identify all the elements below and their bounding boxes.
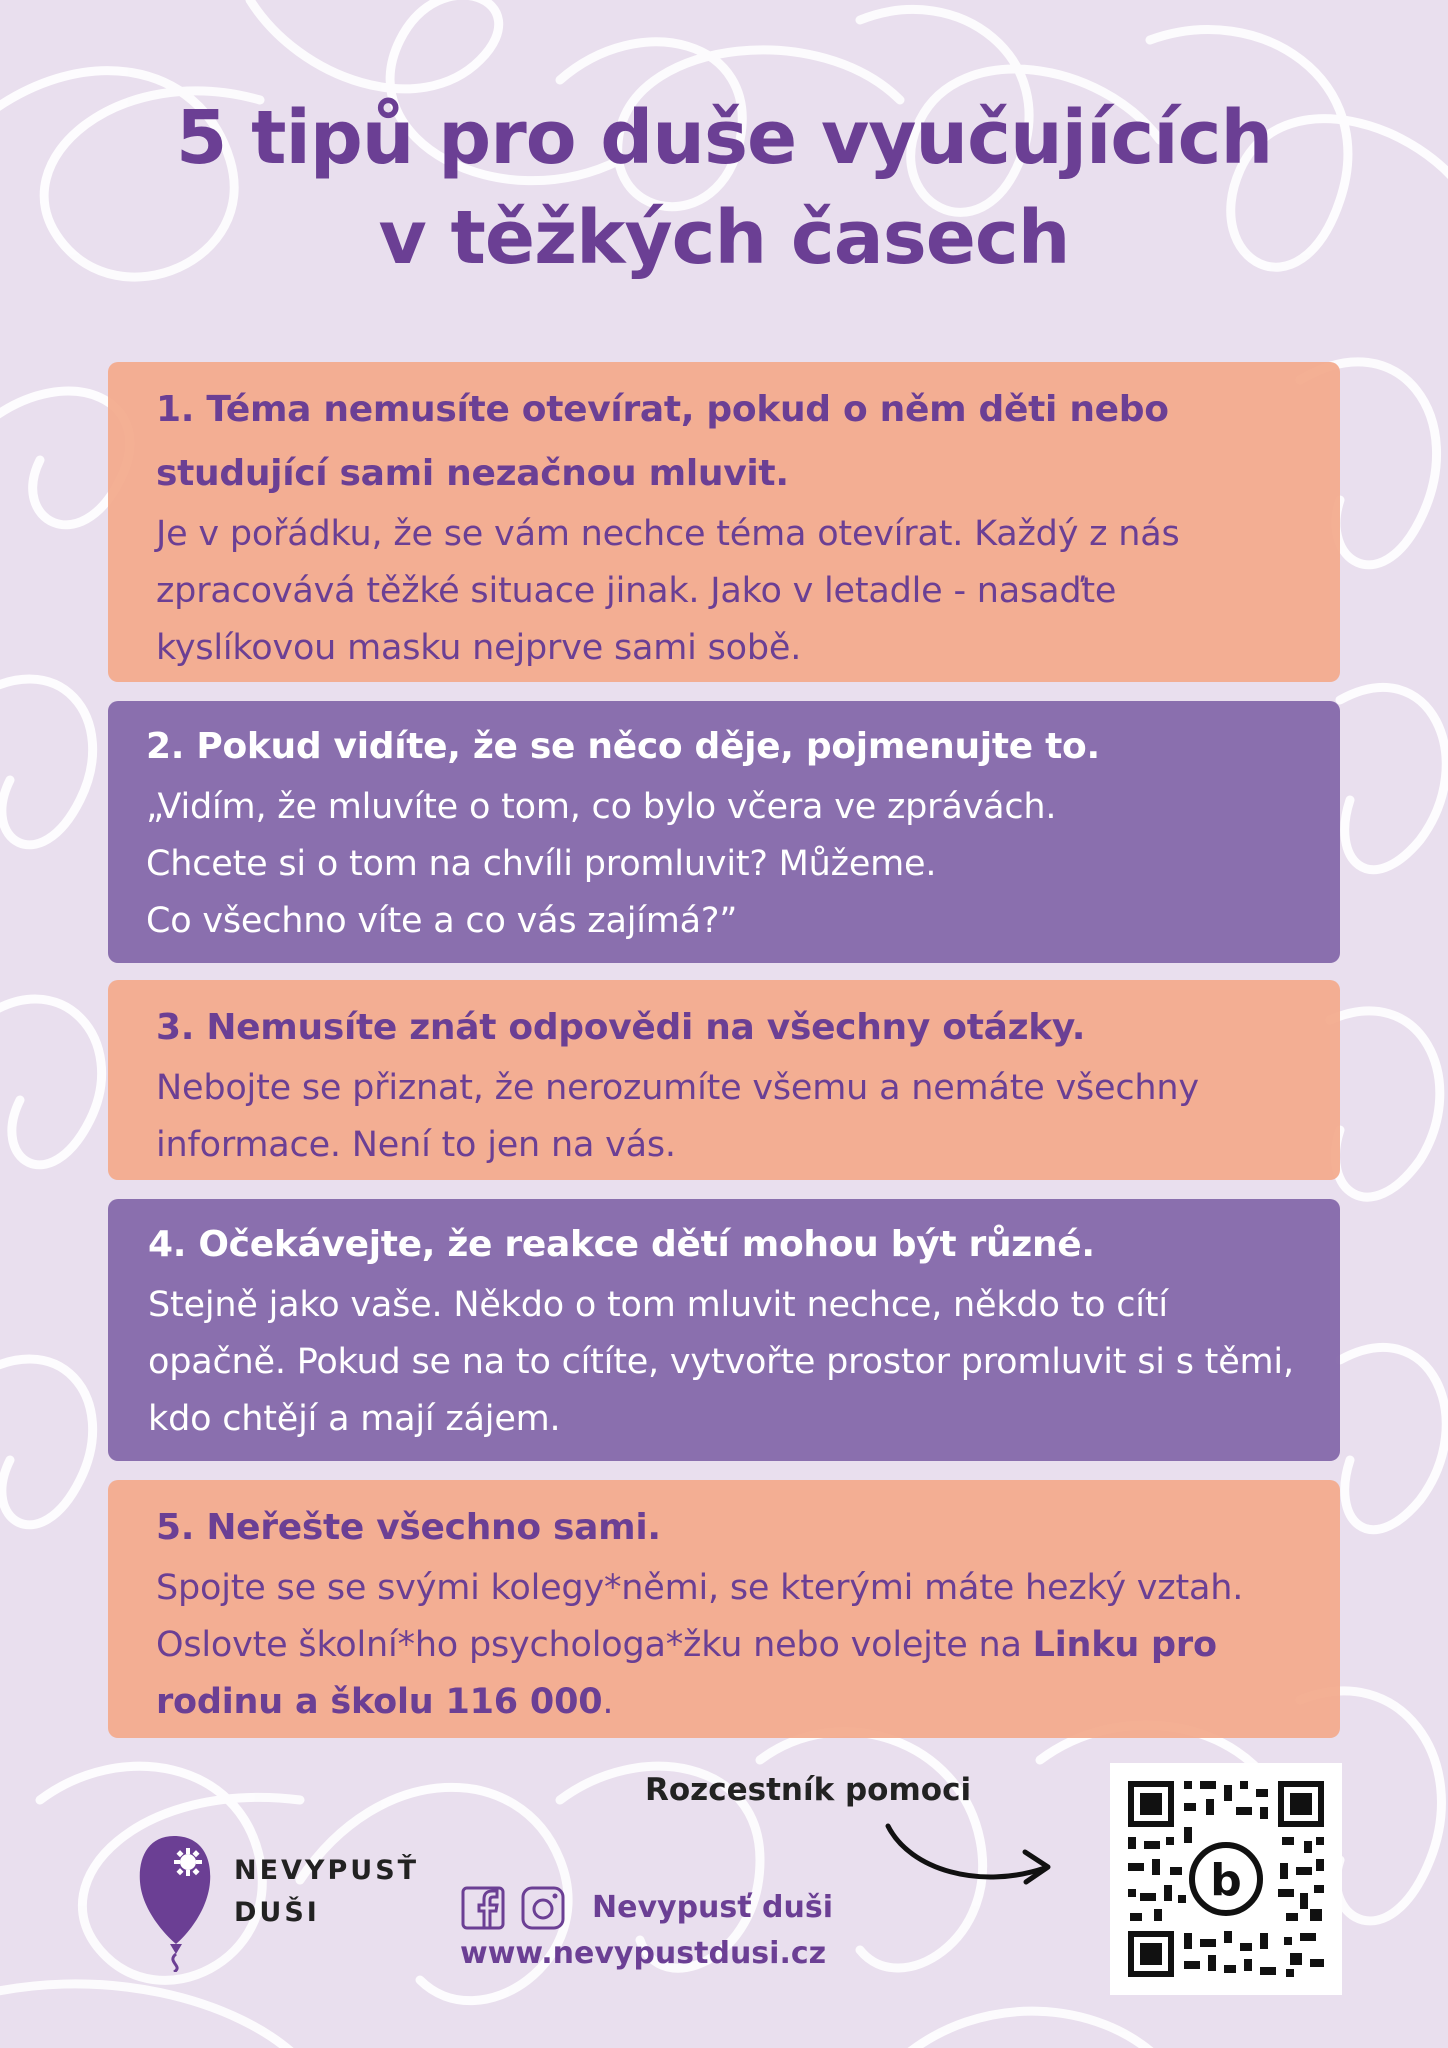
brand-name — [234, 1850, 419, 1934]
tip-body-line: Chcete si o tom na chvíli promluvit? Můžeme. — [146, 844, 937, 884]
qr-code[interactable] — [1110, 1763, 1342, 1995]
tip-body — [146, 779, 1300, 950]
helpline-link[interactable]: Linku pro rodinu a školu 116 000 — [156, 1625, 1217, 1722]
qr-code-icon — [1110, 1763, 1342, 1995]
tip-card-1 — [108, 362, 1340, 682]
tip-body-line: „Vidím, že mluvíte o tom, co bylo včera ve zprávách. — [146, 787, 1057, 827]
social-icons — [460, 1885, 580, 1935]
tip-body-line: Co všechno víte a co vás zajímá?” — [146, 901, 738, 941]
tip-body: Stejně jako vaše. Někdo o tom mluvit nechce, někdo to cítí opačně. Pokud se na to cítíte, vytvořte prostor promluvit si s těmi, kdo chtějí a mají zájem. — [148, 1285, 1294, 1439]
svg-text:b: b — [1210, 1855, 1242, 1906]
tip-body-end: . — [602, 1682, 614, 1722]
website-link[interactable]: www.nevypustdusi.cz — [460, 1936, 827, 1971]
tip-card-5 — [108, 1480, 1340, 1738]
tip-body — [156, 1560, 1300, 1731]
balloon-logo-icon — [136, 1832, 216, 1972]
tip-card-3 — [108, 980, 1340, 1180]
tip-heading: 3. Nemusíte znát odpovědi na všechny otázky. — [156, 1007, 1086, 1048]
tip-body-text: Spojte se se svými kolegy*němi, se kterými máte hezký vztah. Oslovte školní*ho psychologa*žku nebo volejte na — [156, 1568, 1244, 1665]
tip-heading: 4. Očekávejte, že reakce dětí mohou být různé. — [148, 1224, 1095, 1265]
tip-card-2 — [108, 701, 1340, 963]
help-label: Rozcestník pomoci — [645, 1772, 972, 1808]
title-line-1: 5 tipů pro duše vyučujících — [175, 95, 1273, 181]
title-line-2: v těžkých časech — [378, 195, 1070, 281]
tip-heading: 1. Téma nemusíte otevírat, pokud o něm děti nebo studující sami nezačnou mluvit. — [156, 389, 1169, 494]
arrow-icon — [880, 1820, 1060, 1900]
tip-heading: 5. Neřešte všechno sami. — [156, 1507, 661, 1548]
tip-body: Nebojte se přiznat, že nerozumíte všemu a nemáte všechny informace. Není to jen na vás. — [156, 1068, 1199, 1165]
tip-card-4 — [108, 1199, 1340, 1461]
brand-name-line-1: NEVYPUSŤ — [234, 1855, 420, 1886]
tip-heading: 2. Pokud vidíte, že se něco děje, pojmenujte to. — [146, 726, 1100, 767]
instagram-icon[interactable] — [523, 1888, 563, 1928]
social-name[interactable]: Nevypusť duši — [592, 1890, 834, 1925]
tip-body: Je v pořádku, že se vám nechce téma otevírat. Každý z nás zpracovává těžké situace jinak. Jako v letadle - nasaďte kyslíkovou masku nejprve sami sobě. — [156, 514, 1180, 668]
brand-name-line-2: DUŠI — [234, 1897, 320, 1928]
page-title — [0, 88, 1448, 288]
facebook-icon[interactable] — [463, 1888, 503, 1928]
